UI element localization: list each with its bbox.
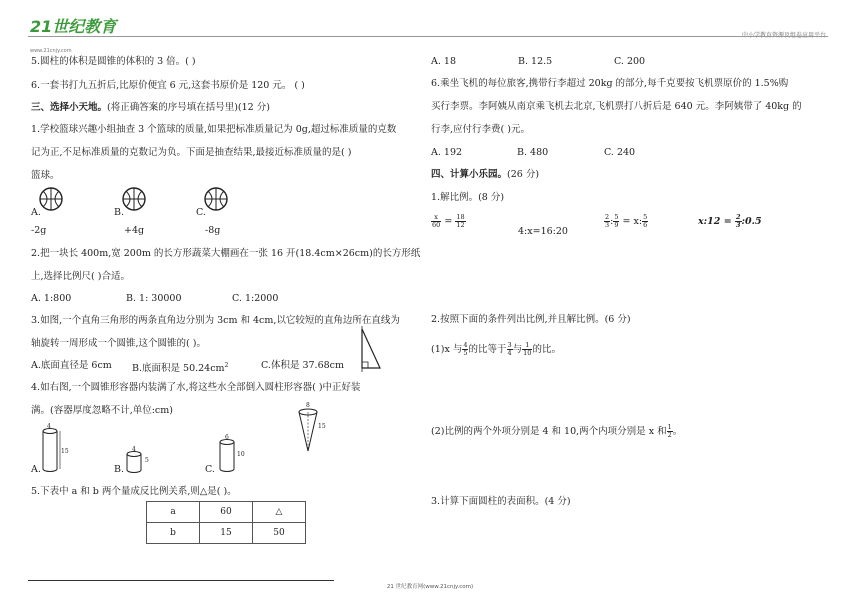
- section-4-heading: [431, 168, 539, 181]
- fraction: [522, 342, 532, 357]
- choice-q1-line2: 记为正,不足标准质量的克数记为负。下面是抽查结果,最接近标准质量的是( ): [31, 147, 352, 158]
- table-cell: a: [147, 502, 200, 523]
- equation-4: [698, 214, 762, 229]
- choice-q2-line1: 2.把一块长 400m,宽 200m 的长方形蔬菜大棚画在一张 16 开(18.4cm×26cm)的长方形纸: [31, 248, 421, 259]
- equation-right: :0.5: [741, 216, 762, 227]
- denominator: 5: [463, 349, 468, 357]
- right-triangle-figure: [358, 326, 384, 372]
- numerator: 2: [605, 213, 610, 221]
- text: 的比。: [532, 344, 561, 355]
- choice-q5-line1: 5.下表中 a 和 b 两个量成反比例关系,则△是( )。: [31, 486, 237, 497]
- denominator: 4: [507, 349, 512, 357]
- numerator: 5: [614, 213, 619, 221]
- denominator: 10: [523, 349, 532, 357]
- q5-option-a: A. 18: [431, 56, 456, 67]
- text: (2)比例的两个外项分别是 4 和 10,两个内项分别是 x 和: [431, 426, 667, 437]
- part-2-title: 2.按照下面的条件列出比例,并且解比例。(6 分): [431, 314, 631, 325]
- section-3-title: 三、选择小天地。: [31, 102, 108, 113]
- q4-option-b-label: B.: [114, 464, 125, 475]
- q5-option-b: B. 12.5: [518, 56, 553, 67]
- site-logo: [30, 14, 116, 56]
- table-cell: 50: [253, 523, 306, 544]
- logo-subtext: www.21cnjy.com: [30, 48, 72, 54]
- equation-3: [604, 214, 648, 229]
- q5-option-c: C. 200: [614, 56, 646, 67]
- choice-q3-line2: 轴旋转一周形成一个圆锥,这个圆锥的( )。: [31, 338, 206, 349]
- choice-q6-line3: 行李,应付行李费( )元。: [431, 124, 530, 135]
- choice-q1-line3: 篮球。: [31, 170, 60, 181]
- cone-diameter: 8: [306, 402, 310, 409]
- cylinder-c-height: 10: [237, 451, 245, 458]
- equation-left: x:12 =: [698, 216, 732, 227]
- q3-option-b-text: B.底面积是 50.24cm: [132, 363, 225, 375]
- basketball-icon: [38, 186, 64, 212]
- section-3-note: (将正确答案的序号填在括号里)(12 分): [107, 102, 270, 113]
- cone-height: 15: [318, 423, 326, 430]
- q6-option-b: B. 480: [517, 147, 549, 158]
- q6-option-a: A. 192: [431, 147, 463, 158]
- numerator: 18: [456, 213, 465, 221]
- fraction: [455, 214, 465, 229]
- choice-q6-line1: 6.乘坐飞机的每位旅客,携带行李超过 20kg 的部分,每千克要按飞机票原价的 1.5%购: [431, 78, 789, 89]
- denominator: 12: [456, 221, 465, 229]
- q3-option-b: [132, 359, 228, 375]
- equation-1: [431, 214, 466, 229]
- table-cell: 60: [200, 502, 253, 523]
- cylinder-a-height: 15: [61, 448, 69, 455]
- table-cell: b: [147, 523, 200, 544]
- logo-text: 21世纪教育: [30, 17, 117, 36]
- judge-q5: 5.圆柱的体积是圆锥的体积的 3 倍。( ): [31, 56, 196, 67]
- ratio-table: [146, 501, 306, 544]
- denominator: 2: [667, 431, 672, 439]
- numerator: x: [431, 214, 441, 222]
- q1-option-a-value: -2g: [31, 225, 47, 236]
- text: 与: [512, 344, 523, 355]
- q3-option-b-exponent: 2: [224, 362, 229, 369]
- cylinder-b-figure: [122, 446, 154, 476]
- section-4-note: (26 分): [507, 169, 540, 180]
- cylinder-b-height: 5: [145, 457, 149, 464]
- section-3-heading: [31, 101, 270, 114]
- denominator: 3: [735, 221, 741, 229]
- text: (1)x 与: [431, 344, 463, 355]
- q1-option-a-label: A.: [31, 207, 41, 218]
- q2-option-a: A. 1:800: [31, 293, 72, 304]
- section-4-title: 四、计算小乐园。: [431, 169, 508, 180]
- equation-2: 4:x=16:20: [518, 226, 568, 237]
- q4-option-c-label: C.: [205, 464, 215, 475]
- q1-option-c-value: -8g: [205, 225, 221, 236]
- equals-sign: =: [444, 216, 453, 227]
- cylinder-a-diameter: 4: [47, 423, 51, 430]
- text: 的比等于: [468, 344, 507, 355]
- denominator: 3: [605, 221, 610, 229]
- footer-text: 21 世纪教育网(www.21cnjy.com): [386, 584, 474, 590]
- cylinder-c-diameter: 6: [225, 434, 229, 441]
- numerator: 4: [463, 341, 468, 349]
- q1-option-b-label: B.: [114, 207, 125, 218]
- choice-q2-line2: 上,选择比例尺( )合适。: [31, 271, 130, 282]
- choice-q6-line2: 买行李票。李阿姨从南京乘飞机去北京,飞机票打八折后是 640 元。李阿姨带了 40kg 的: [431, 101, 802, 112]
- q1-option-b-value: +4g: [124, 225, 145, 236]
- equation-mid: = x:: [622, 216, 643, 227]
- basketball-icon: [121, 186, 147, 212]
- q3-option-a: A.底面直径是 6cm: [31, 360, 112, 371]
- footer-divider: [28, 580, 334, 581]
- table-cell: △: [253, 502, 306, 523]
- basketball-icon: [203, 186, 229, 212]
- choice-q4-line1: 4.如右图,一个圆锥形容器内装满了水,将这些水全部倒入圆柱形容器( )中正好装: [31, 382, 361, 393]
- judge-q6: 6.一套书打九五折后,比原价便宜 6 元,这套书原价是 120 元。 ( ): [31, 80, 305, 91]
- choice-q4-line2: 满。(容器厚度忽略不计,单位:cm): [31, 405, 173, 416]
- part-2-item-2: [431, 424, 682, 439]
- q1-option-c-label: C.: [196, 207, 206, 218]
- q2-option-c: C. 1:2000: [232, 293, 279, 304]
- q4-option-a-label: A.: [31, 464, 41, 475]
- table-row: [147, 502, 306, 523]
- fraction: [613, 214, 619, 229]
- numerator: 3: [507, 341, 512, 349]
- part-3-title: 3.计算下面圆柱的表面积。(4 分): [431, 496, 571, 507]
- choice-q1-line1: 1.学校篮球兴趣小组抽查 3 个篮球的质量,如果把标准质量记为 0g,超过标准质量的克数: [31, 124, 397, 135]
- numerator: 2: [735, 213, 741, 221]
- header-divider: [28, 36, 828, 37]
- fraction: [642, 214, 648, 229]
- colon: :: [610, 216, 614, 227]
- table-cell: 15: [200, 523, 253, 544]
- fraction: [431, 214, 441, 229]
- numerator: 5: [643, 213, 648, 221]
- numerator: 1: [522, 342, 532, 350]
- cylinder-b-diameter: 4: [132, 446, 136, 453]
- q2-option-b: B. 1: 30000: [126, 293, 182, 304]
- platform-label: [742, 30, 826, 39]
- choice-q3-line1: 3.如图,一个直角三角形的两条直角边分别为 3cm 和 4cm,以它较短的直角边所在直线为: [31, 315, 400, 326]
- q6-option-c: C. 240: [604, 147, 636, 158]
- text: 。: [672, 426, 683, 437]
- table-row: [147, 523, 306, 544]
- part-2-item-1: [431, 342, 561, 357]
- part-1-title: 1.解比例。(8 分): [431, 192, 505, 203]
- denominator: 9: [614, 221, 619, 229]
- denominator: 60: [432, 221, 441, 229]
- numerator: 1: [667, 423, 672, 431]
- q3-option-c: C.体积是 37.68cm: [261, 360, 344, 371]
- denominator: 6: [643, 221, 648, 229]
